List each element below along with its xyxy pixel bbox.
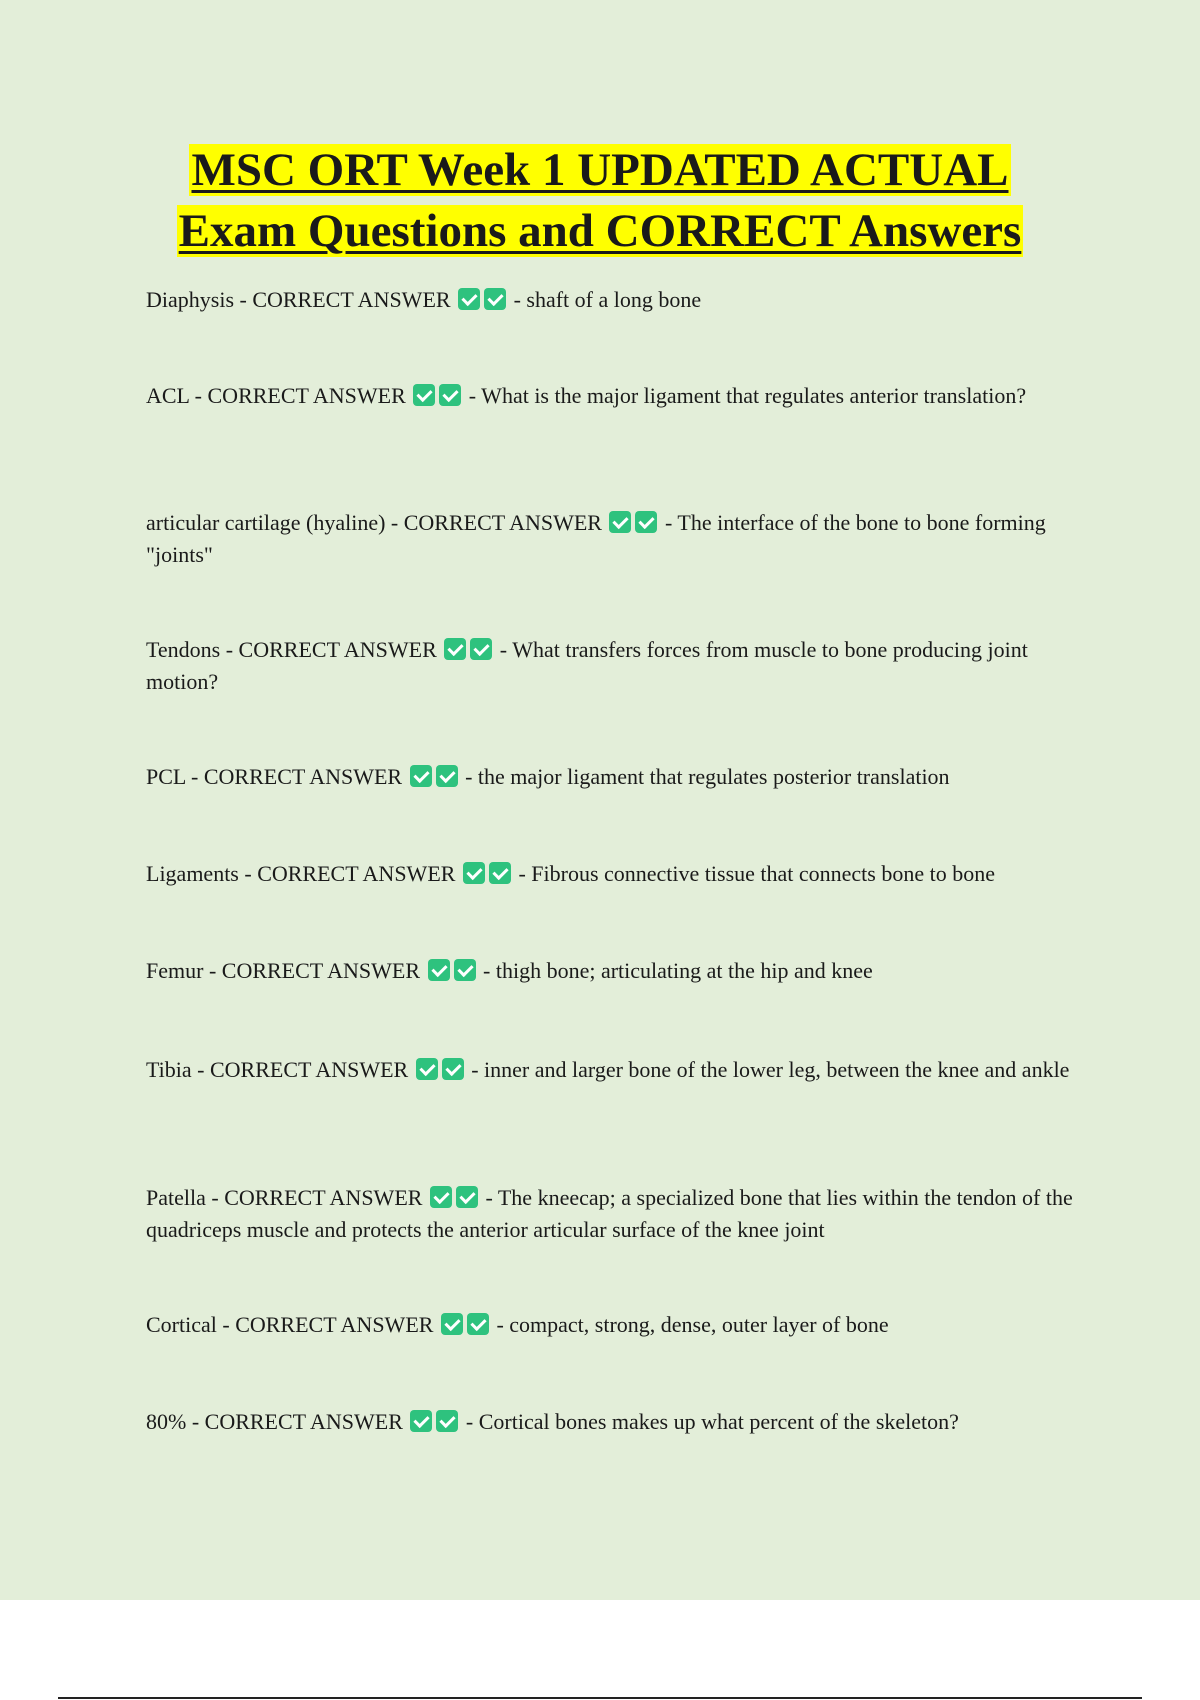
qa-entry-acl — [146, 380, 1086, 412]
check-mark-icon — [470, 638, 492, 660]
qa-entry-tendons — [146, 634, 1086, 698]
check-mark-icon — [456, 1186, 478, 1208]
qa-entry-tibia — [146, 1054, 1086, 1086]
check-mark-icon — [484, 288, 506, 310]
qa-entry-patella — [146, 1182, 1086, 1246]
check-mark-icon — [436, 765, 458, 787]
entry-answer: - What transfers forces from muscle to bone producing joint motion? — [146, 637, 1028, 694]
check-mark-icon — [436, 1410, 458, 1432]
entry-term: Patella - CORRECT ANSWER — [146, 1185, 423, 1210]
check-mark-icon — [439, 384, 461, 406]
entry-term: Femur - CORRECT ANSWER — [146, 958, 421, 983]
check-mark-icon — [413, 384, 435, 406]
check-mark-icon — [463, 862, 485, 884]
check-mark-icon — [442, 1058, 464, 1080]
check-mark-icon — [410, 765, 432, 787]
footer-divider — [58, 1697, 1142, 1699]
qa-entry-cortical — [146, 1309, 1086, 1341]
entry-term: PCL - CORRECT ANSWER — [146, 764, 403, 789]
check-mark-icon — [467, 1313, 489, 1335]
entry-answer: - Cortical bones makes up what percent of the skeleton? — [465, 1409, 959, 1434]
check-mark-icon — [609, 511, 631, 533]
qa-entry-diaphysis — [146, 284, 1086, 316]
title-line-2: Exam Questions and CORRECT Answers — [178, 205, 1022, 257]
qa-entry-80-percent — [146, 1406, 1086, 1438]
check-mark-icon — [428, 959, 450, 981]
qa-entry-femur — [146, 955, 1086, 987]
check-mark-icon — [441, 1313, 463, 1335]
check-mark-icon — [410, 1410, 432, 1432]
entry-term: ACL - CORRECT ANSWER — [146, 383, 406, 408]
check-mark-icon — [454, 959, 476, 981]
entry-answer: - The kneecap; a specialized bone that lies within the tendon of the quadriceps muscle and protects the anterior articular surface of the knee joint — [146, 1185, 1073, 1242]
entry-term: Tibia - CORRECT ANSWER — [146, 1057, 409, 1082]
entry-answer: - The interface of the bone to bone forming "joints" — [146, 510, 1046, 567]
entry-term: Cortical - CORRECT ANSWER — [146, 1312, 434, 1337]
check-mark-icon — [416, 1058, 438, 1080]
check-mark-icon — [489, 862, 511, 884]
entry-answer: - inner and larger bone of the lower leg, between the knee and ankle — [471, 1057, 1070, 1082]
qa-entry-pcl — [146, 761, 1086, 793]
check-mark-icon — [430, 1186, 452, 1208]
document-title — [0, 140, 1200, 262]
check-mark-icon — [444, 638, 466, 660]
check-mark-icon — [458, 288, 480, 310]
entry-answer: - the major ligament that regulates posterior translation — [465, 764, 950, 789]
entry-answer: - shaft of a long bone — [513, 287, 702, 312]
entry-answer: - compact, strong, dense, outer layer of bone — [496, 1312, 889, 1337]
entry-answer: - thigh bone; articulating at the hip and knee — [483, 958, 873, 983]
title-line-1: MSC ORT Week 1 UPDATED ACTUAL — [191, 144, 1009, 196]
qa-entry-articular-cartilage — [146, 507, 1086, 571]
check-mark-icon — [635, 511, 657, 533]
entry-term: Ligaments - CORRECT ANSWER — [146, 861, 456, 886]
entry-term: articular cartilage (hyaline) - CORRECT ANSWER — [146, 510, 602, 535]
entry-answer: - Fibrous connective tissue that connects bone to bone — [518, 861, 995, 886]
entry-answer: - What is the major ligament that regulates anterior translation? — [468, 383, 1027, 408]
entry-term: Diaphysis - CORRECT ANSWER — [146, 287, 451, 312]
entry-term: 80% - CORRECT ANSWER — [146, 1409, 403, 1434]
qa-entry-ligaments — [146, 858, 1086, 890]
entry-term: Tendons - CORRECT ANSWER — [146, 637, 437, 662]
